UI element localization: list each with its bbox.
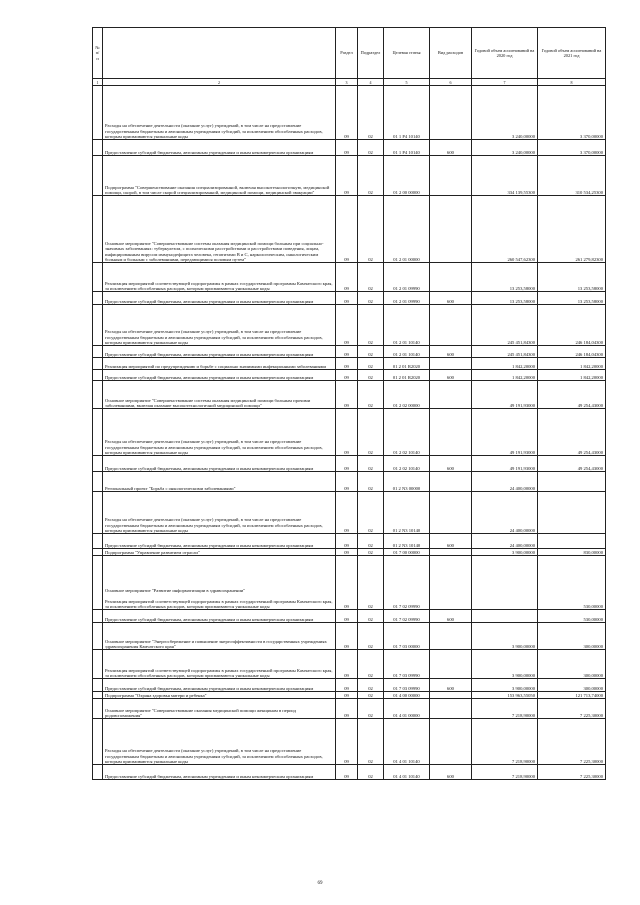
cell-razdel: 09 xyxy=(336,358,358,370)
cell-vr xyxy=(430,719,472,765)
row-name-cell xyxy=(103,623,336,650)
cell-v2021: 530,00000 xyxy=(538,556,606,610)
cell-v2020: 3 240,00000 xyxy=(472,86,538,140)
row-name-cell xyxy=(103,346,336,358)
column-number: 4 xyxy=(358,79,384,86)
column-number: 1 xyxy=(93,79,103,86)
cell-v2020: 3 900,00000 xyxy=(472,679,538,692)
row-name: Реализация мероприятий соответствующей подпрограммы в рамках государственной программы Камчатского края, за исключением обособленных расходов, которым присваиваются уникальные коды xyxy=(105,280,333,291)
table-row xyxy=(93,381,606,409)
cell-v2021: 300,00000 xyxy=(538,679,606,692)
cell-v2021: 530,00000 xyxy=(538,610,606,623)
cell-num xyxy=(93,472,103,492)
cell-vr: 600 xyxy=(430,370,472,381)
row-name: Предоставление субсидий бюджетным, автономным учреждениям и иным некоммерческим организациям xyxy=(105,374,314,380)
cell-v2021: 13 253,58000 xyxy=(538,263,606,292)
row-name-cell xyxy=(103,556,336,610)
cell-num xyxy=(93,292,103,305)
cell-razdel: 09 xyxy=(336,196,358,263)
row-name: Основное мероприятие "Совершенствование системы оказания медицинской помощи больным при социально-значимых заболеваниях: туберкулезом, с психическими расстройствами и расстройствами поведения, лицам, инфицированным вирусом иммунодефицита человека, гепатитами В и С, наркологическим, онкологическим больным и больным с заболеваниями, передающимися половым путем" xyxy=(105,241,324,262)
cell-podrazdel: 02 xyxy=(358,765,384,780)
cell-v2020 xyxy=(472,610,538,623)
cell-podrazdel: 02 xyxy=(358,409,384,456)
cell-num xyxy=(93,534,103,549)
cell-razdel: 09 xyxy=(336,456,358,472)
cell-v2020: 245 451,84300 xyxy=(472,346,538,358)
cell-razdel: 09 xyxy=(336,292,358,305)
cell-cs: 01 7 00 00000 xyxy=(384,549,430,556)
cell-num xyxy=(93,549,103,556)
header-num: № п/п xyxy=(93,28,103,79)
row-name: Подпрограмма "Совершенствование оказания специализированной, включая высокотехнологичную, медицинской помощи, скорой, в том числе скорой специализированной, медицинской помощи, медицинской эвакуации" xyxy=(105,184,330,195)
row-name: Предоставление субсидий бюджетным, автономным учреждениям и иным некоммерческим организациям xyxy=(105,685,314,691)
cell-razdel: 09 xyxy=(336,679,358,692)
row-name: Предоставление субсидий бюджетным, автономным учреждениям и иным некоммерческим организациям xyxy=(105,351,314,357)
column-number: 8 xyxy=(538,79,606,86)
cell-v2021: 246 184,04300 xyxy=(538,346,606,358)
row-name-cell xyxy=(103,719,336,765)
cell-vr xyxy=(430,699,472,719)
cell-cs: 01 2 01 09990 xyxy=(384,263,430,292)
cell-v2020: 7 218,90000 xyxy=(472,765,538,780)
page-number: 69 xyxy=(317,881,323,886)
budget-table xyxy=(92,27,606,780)
table-row xyxy=(93,492,606,534)
cell-podrazdel: 02 xyxy=(358,472,384,492)
cell-num xyxy=(93,358,103,370)
cell-cs: 01 2 01 R2020 xyxy=(384,358,430,370)
cell-v2021: 1 842,20000 xyxy=(538,358,606,370)
cell-cs: 01 7 03 00000 xyxy=(384,623,430,650)
row-name: Расходы на обеспечение деятельности (оказание услуг) учреждений, в том числе на предоставление государственным бюджетным и автономным учреждениям субсидий, за исключением обособленных расходов, которым присваиваются уникальные коды xyxy=(105,748,323,764)
cell-v2020: 49 191,93000 xyxy=(472,456,538,472)
row-name-cell xyxy=(103,196,336,263)
cell-v2020: 49 191,93000 xyxy=(472,409,538,456)
header-razdel: Раздел xyxy=(336,28,358,79)
cell-num xyxy=(93,699,103,719)
cell-razdel: 09 xyxy=(336,86,358,140)
cell-cs: 01 1 Р4 10140 xyxy=(384,140,430,156)
cell-v2021: 3 370,00000 xyxy=(538,86,606,140)
cell-v2020 xyxy=(472,556,538,610)
table-row xyxy=(93,456,606,472)
cell-v2020: 1 842,20000 xyxy=(472,370,538,381)
cell-vr xyxy=(430,549,472,556)
header-2020: Годовой объем ассигнований на 2020 год xyxy=(472,28,538,79)
header-name xyxy=(103,28,336,79)
cell-num xyxy=(93,650,103,679)
cell-razdel: 09 xyxy=(336,719,358,765)
cell-vr xyxy=(430,492,472,534)
cell-v2021: 7 225,30000 xyxy=(538,719,606,765)
cell-razdel: 09 xyxy=(336,492,358,534)
cell-vr: 600 xyxy=(430,456,472,472)
row-name: Подпрограмма "Охрана здоровья матери и ребенка" xyxy=(105,692,207,698)
table-row xyxy=(93,679,606,692)
cell-podrazdel: 02 xyxy=(358,549,384,556)
row-name-cell xyxy=(103,699,336,719)
cell-cs: 01 4 01 10140 xyxy=(384,719,430,765)
cell-num xyxy=(93,679,103,692)
table-row xyxy=(93,610,606,623)
cell-vr: 600 xyxy=(430,679,472,692)
cell-num xyxy=(93,156,103,196)
cell-podrazdel: 02 xyxy=(358,623,384,650)
table-row xyxy=(93,650,606,679)
cell-podrazdel: 02 xyxy=(358,346,384,358)
table-row xyxy=(93,370,606,381)
cell-cs: 01 2 N3 10140 xyxy=(384,492,430,534)
row-name-cell xyxy=(103,358,336,370)
cell-vr xyxy=(430,263,472,292)
table-row xyxy=(93,623,606,650)
cell-v2021: 300,00000 xyxy=(538,650,606,679)
column-number: 6 xyxy=(430,79,472,86)
cell-razdel: 09 xyxy=(336,699,358,719)
row-name-cell xyxy=(103,765,336,780)
cell-v2021: 121 713,74000 xyxy=(538,692,606,699)
cell-razdel: 09 xyxy=(336,650,358,679)
table-row xyxy=(93,346,606,358)
header-row xyxy=(93,28,606,79)
row-name: Основное мероприятие "Совершенствование оказания медицинской помощи женщинам в период родовспоможения" xyxy=(105,707,297,718)
cell-cs: 01 2 01 R2020 xyxy=(384,370,430,381)
cell-podrazdel: 02 xyxy=(358,381,384,409)
cell-v2021: 246 184,04300 xyxy=(538,305,606,346)
cell-v2020: 7 218,90000 xyxy=(472,719,538,765)
row-name: Подпрограмма "Управление развитием отрасли" xyxy=(105,549,200,555)
row-name-cell xyxy=(103,263,336,292)
cell-v2020: 13 253,58000 xyxy=(472,292,538,305)
cell-cs: 01 2 02 00000 xyxy=(384,381,430,409)
row-name-cell xyxy=(103,679,336,692)
cell-v2021 xyxy=(538,492,606,534)
cell-razdel: 09 xyxy=(336,381,358,409)
table-row xyxy=(93,719,606,765)
table-row xyxy=(93,556,606,610)
cell-num xyxy=(93,692,103,699)
table-row xyxy=(93,196,606,263)
table-row xyxy=(93,409,606,456)
cell-podrazdel: 02 xyxy=(358,679,384,692)
column-numbers-row xyxy=(93,79,606,86)
cell-cs: 01 2 01 09990 xyxy=(384,292,430,305)
cell-razdel: 09 xyxy=(336,610,358,623)
row-name: Предоставление субсидий бюджетным, автономным учреждениям и иным некоммерческим организациям xyxy=(105,616,314,622)
row-name: Предоставление субсидий бюджетным, автономным учреждениям и иным некоммерческим организациям xyxy=(105,149,314,155)
cell-v2020: 334 139,55300 xyxy=(472,156,538,196)
table-row xyxy=(93,699,606,719)
row-name-cell xyxy=(103,86,336,140)
cell-vr xyxy=(430,381,472,409)
cell-podrazdel: 02 xyxy=(358,140,384,156)
row-name: Реализация мероприятий по предупреждению и борьбе с социально значимыми инфекционными заболеваниями xyxy=(105,363,327,369)
table-row xyxy=(93,156,606,196)
cell-podrazdel: 02 xyxy=(358,610,384,623)
cell-v2020: 153 963,55050 xyxy=(472,692,538,699)
cell-cs: 01 2 01 10140 xyxy=(384,346,430,358)
cell-podrazdel: 02 xyxy=(358,156,384,196)
row-name-cell xyxy=(103,650,336,679)
cell-num xyxy=(93,381,103,409)
cell-vr: 600 xyxy=(430,534,472,549)
cell-razdel: 09 xyxy=(336,156,358,196)
header-2021: Годовой объем ассигнований на 2021 год xyxy=(538,28,606,79)
cell-vr xyxy=(430,692,472,699)
table-row xyxy=(93,305,606,346)
cell-num xyxy=(93,263,103,292)
cell-razdel: 09 xyxy=(336,623,358,650)
cell-v2020: 3 900,00000 xyxy=(472,623,538,650)
cell-cs: 01 4 00 00000 xyxy=(384,692,430,699)
cell-razdel: 09 xyxy=(336,692,358,699)
cell-num xyxy=(93,370,103,381)
cell-vr xyxy=(430,556,472,610)
cell-vr xyxy=(430,305,472,346)
budget-rows xyxy=(93,86,606,780)
table-row xyxy=(93,472,606,492)
cell-num xyxy=(93,623,103,650)
cell-v2021: 49 254,43000 xyxy=(538,456,606,472)
cell-v2020: 49 191,93000 xyxy=(472,381,538,409)
table-row xyxy=(93,765,606,780)
row-name-secondary: Реализация мероприятий соответствующей подпрограммы в рамках государственной программы Камчатского края, за исключением обособленных расходов, которым присваиваются уникальные коды xyxy=(105,598,333,609)
row-name-cell xyxy=(103,549,336,556)
row-name: Расходы на обеспечение деятельности (оказание услуг) учреждений, в том числе на предоставление государственным бюджетным и автономным учреждениям субсидий, за исключением обособленных расходов, которым присваиваются уникальные коды xyxy=(105,329,323,345)
column-number: 3 xyxy=(336,79,358,86)
cell-v2020: 24 400,00000 xyxy=(472,472,538,492)
row-name: Региональный проект "Борьба с онкологическими заболеваниями" xyxy=(105,485,236,491)
cell-num xyxy=(93,140,103,156)
cell-num xyxy=(93,556,103,610)
cell-num xyxy=(93,610,103,623)
row-name-cell xyxy=(103,456,336,472)
table-row xyxy=(93,292,606,305)
header-vid-rashodov: Вид расходов xyxy=(430,28,472,79)
cell-v2021: 1 842,20000 xyxy=(538,370,606,381)
cell-v2021 xyxy=(538,534,606,549)
row-name-cell xyxy=(103,305,336,346)
cell-v2020: 24 400,00000 xyxy=(472,492,538,534)
cell-vr: 600 xyxy=(430,346,472,358)
header-podrazdel: Подраздел xyxy=(358,28,384,79)
cell-podrazdel: 02 xyxy=(358,358,384,370)
row-name-cell xyxy=(103,156,336,196)
row-name: Расходы на обеспечение деятельности (оказание услуг) учреждений, в том числе на предоставление государственным бюджетным и автономным учреждениям субсидий, за исключением обособленных расходов, которым присваиваются уникальные коды xyxy=(105,517,323,533)
row-name: Предоставление субсидий бюджетным, автономным учреждениям и иным некоммерческим организациям xyxy=(105,298,314,304)
cell-vr xyxy=(430,86,472,140)
cell-v2021: 49 254,43000 xyxy=(538,409,606,456)
cell-cs: 01 2 N3 10140 xyxy=(384,534,430,549)
cell-podrazdel: 02 xyxy=(358,263,384,292)
row-name: Основное мероприятие "Энергосбережение и повышение энергоэффективности в государственных учреждениях здравоохранения Камчатского края" xyxy=(105,638,327,649)
row-name: Реализация мероприятий соответствующей подпрограммы в рамках государственной программы Камчатского края, за исключением обособленных расходов, которым присваиваются уникальные коды xyxy=(105,667,333,678)
cell-v2021: 300,00000 xyxy=(538,623,606,650)
table-row xyxy=(93,534,606,549)
cell-podrazdel: 02 xyxy=(358,305,384,346)
row-name-cell xyxy=(103,610,336,623)
cell-v2020: 3 900,00000 xyxy=(472,650,538,679)
cell-podrazdel: 02 xyxy=(358,699,384,719)
cell-razdel: 09 xyxy=(336,263,358,292)
cell-cs: 01 7 02 09990 xyxy=(384,610,430,623)
cell-cs: 01 2 01 10140 xyxy=(384,305,430,346)
cell-num xyxy=(93,719,103,765)
cell-vr xyxy=(430,196,472,263)
cell-razdel: 09 xyxy=(336,556,358,610)
cell-num xyxy=(93,456,103,472)
cell-num xyxy=(93,305,103,346)
cell-v2021: 830,00000 xyxy=(538,549,606,556)
table-row xyxy=(93,692,606,699)
cell-razdel: 09 xyxy=(336,765,358,780)
cell-num xyxy=(93,196,103,263)
cell-v2020: 3 240,00000 xyxy=(472,140,538,156)
row-name-cell xyxy=(103,472,336,492)
cell-v2020: 24 400,00000 xyxy=(472,534,538,549)
cell-cs: 01 1 Р4 10140 xyxy=(384,86,430,140)
cell-razdel: 09 xyxy=(336,409,358,456)
cell-cs: 01 7 02 09990 xyxy=(384,556,430,610)
column-number: 5 xyxy=(384,79,430,86)
cell-podrazdel: 02 xyxy=(358,86,384,140)
row-name-cell xyxy=(103,370,336,381)
cell-vr xyxy=(430,156,472,196)
cell-v2021: 3 370,00000 xyxy=(538,140,606,156)
cell-razdel: 09 xyxy=(336,305,358,346)
cell-podrazdel: 02 xyxy=(358,556,384,610)
cell-vr xyxy=(430,472,472,492)
row-name: Основное мероприятие "Совершенствование системы оказания медицинской помощи больным прочими заболеваниями, включая оказание высокотехнологичной медицинской помощи" xyxy=(105,397,311,408)
row-name-cell xyxy=(103,140,336,156)
cell-podrazdel: 02 xyxy=(358,719,384,765)
cell-cs: 01 2 N3 00000 xyxy=(384,472,430,492)
cell-vr xyxy=(430,358,472,370)
cell-v2020: 260 547,62300 xyxy=(472,196,538,263)
cell-razdel: 09 xyxy=(336,472,358,492)
cell-podrazdel: 02 xyxy=(358,370,384,381)
cell-cs: 01 2 02 10140 xyxy=(384,409,430,456)
cell-razdel: 09 xyxy=(336,346,358,358)
cell-cs: 01 2 01 00000 xyxy=(384,196,430,263)
cell-v2020: 13 253,58000 xyxy=(472,263,538,292)
table-row xyxy=(93,86,606,140)
column-number: 2 xyxy=(103,79,336,86)
cell-v2021: 310 534,25300 xyxy=(538,156,606,196)
cell-v2020: 7 218,90000 xyxy=(472,699,538,719)
cell-podrazdel: 02 xyxy=(358,534,384,549)
cell-vr xyxy=(430,623,472,650)
row-name: Предоставление субсидий бюджетным, автономным учреждениям и иным некоммерческим организациям xyxy=(105,465,314,471)
table-row xyxy=(93,263,606,292)
cell-podrazdel: 02 xyxy=(358,456,384,472)
cell-podrazdel: 02 xyxy=(358,492,384,534)
table-row xyxy=(93,549,606,556)
cell-podrazdel: 02 xyxy=(358,650,384,679)
cell-razdel: 09 xyxy=(336,370,358,381)
cell-cs: 01 2 00 00000 xyxy=(384,156,430,196)
table-row xyxy=(93,140,606,156)
table-row xyxy=(93,358,606,370)
cell-num xyxy=(93,765,103,780)
cell-v2021: 7 225,30000 xyxy=(538,765,606,780)
cell-razdel: 09 xyxy=(336,140,358,156)
cell-cs: 01 7 03 09990 xyxy=(384,650,430,679)
cell-v2020: 1 842,20000 xyxy=(472,358,538,370)
cell-v2021: 7 225,30000 xyxy=(538,699,606,719)
cell-vr: 600 xyxy=(430,765,472,780)
cell-razdel: 09 xyxy=(336,549,358,556)
cell-cs: 01 4 01 00000 xyxy=(384,699,430,719)
cell-vr: 600 xyxy=(430,140,472,156)
row-name-cell xyxy=(103,292,336,305)
cell-podrazdel: 02 xyxy=(358,292,384,305)
cell-v2021: 13 253,58000 xyxy=(538,292,606,305)
cell-num xyxy=(93,86,103,140)
cell-num xyxy=(93,409,103,456)
header-celevaya-statya: Целевая статья xyxy=(384,28,430,79)
cell-v2021 xyxy=(538,472,606,492)
column-number: 7 xyxy=(472,79,538,86)
cell-vr: 600 xyxy=(430,292,472,305)
cell-vr: 600 xyxy=(430,610,472,623)
cell-v2021: 49 254,43000 xyxy=(538,381,606,409)
row-name-cell xyxy=(103,692,336,699)
cell-razdel: 09 xyxy=(336,534,358,549)
cell-v2021: 261 279,82300 xyxy=(538,196,606,263)
cell-vr xyxy=(430,650,472,679)
cell-num xyxy=(93,492,103,534)
cell-cs: 01 7 03 09990 xyxy=(384,679,430,692)
row-name-cell xyxy=(103,534,336,549)
row-name: Основное мероприятие "Развитие информатизации в здравоохранении" xyxy=(105,588,246,594)
row-name: Предоставление субсидий бюджетным, автономным учреждениям и иным некоммерческим организациям xyxy=(105,542,314,548)
cell-vr xyxy=(430,409,472,456)
cell-num xyxy=(93,346,103,358)
cell-podrazdel: 02 xyxy=(358,196,384,263)
cell-v2020: 3 900,00000 xyxy=(472,549,538,556)
row-name-cell xyxy=(103,381,336,409)
cell-cs: 01 4 01 10140 xyxy=(384,765,430,780)
budget-sheet xyxy=(92,27,605,780)
cell-cs: 01 2 02 10140 xyxy=(384,456,430,472)
row-name: Предоставление субсидий бюджетным, автономным учреждениям и иным некоммерческим организациям xyxy=(105,773,314,779)
row-name: Расходы на обеспечение деятельности (оказание услуг) учреждений, в том числе на предоставление государственным бюджетным и автономным учреждениям субсидий, за исключением обособленных расходов, которым присваиваются уникальные коды xyxy=(105,123,323,139)
row-name: Расходы на обеспечение деятельности (оказание услуг) учреждений, в том числе на предоставление государственным бюджетным и автономным учреждениям субсидий, за исключением обособленных расходов, которым присваиваются уникальные коды xyxy=(105,439,323,455)
row-name-cell xyxy=(103,492,336,534)
cell-v2020: 245 451,84300 xyxy=(472,305,538,346)
row-name-cell xyxy=(103,409,336,456)
cell-podrazdel: 02 xyxy=(358,692,384,699)
